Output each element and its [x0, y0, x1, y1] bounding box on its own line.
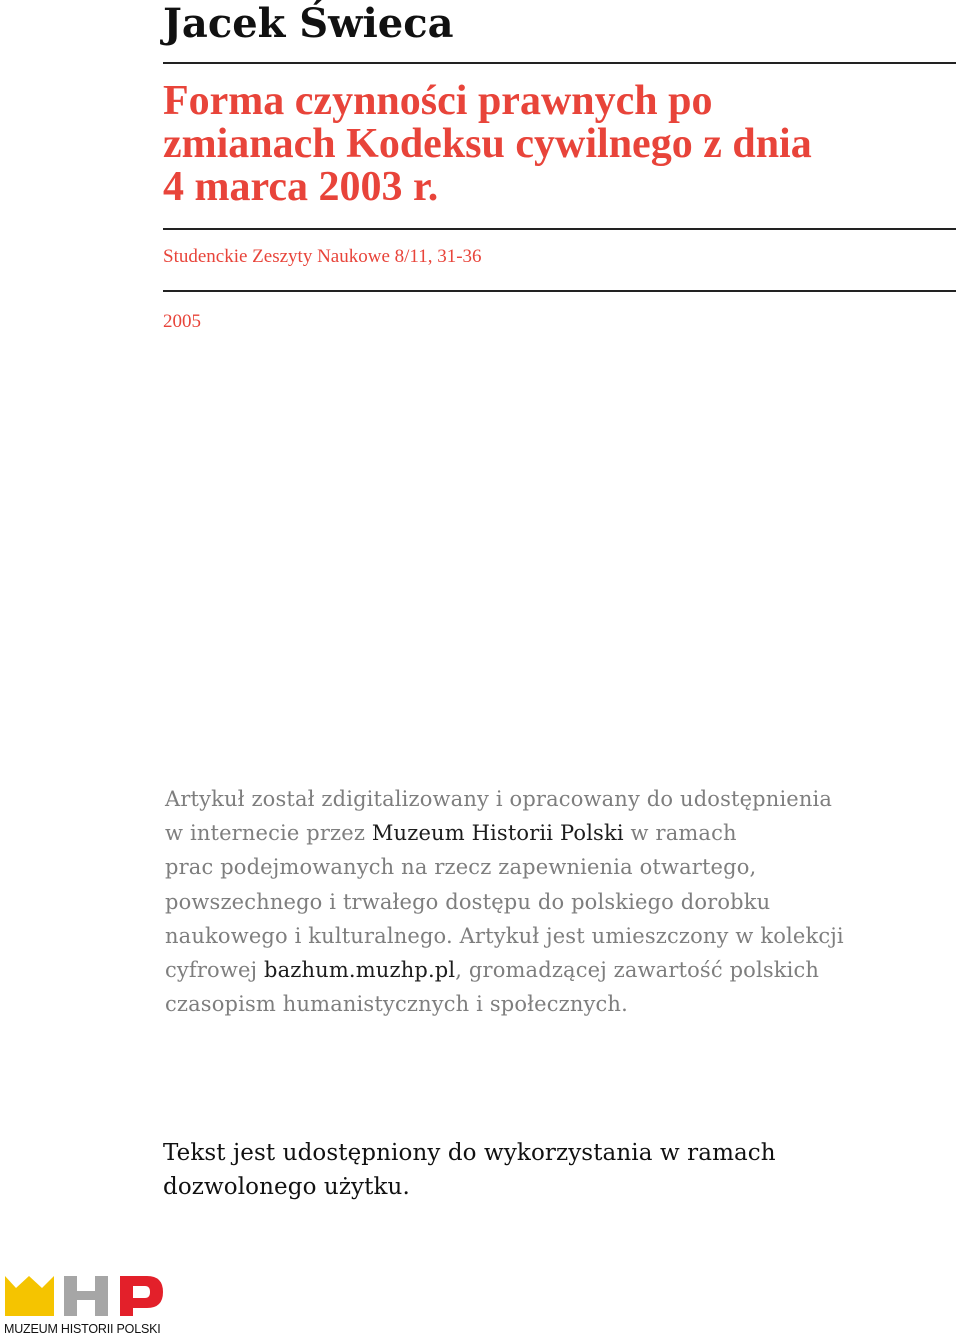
notice-line — [165, 953, 955, 987]
museum-name: Muzeum Historii Polski — [371, 821, 624, 846]
journal-source: Studenckie Zeszyty Naukowe 8/11, 31-36 — [163, 246, 482, 267]
notice-line: prac podejmowanych na rzecz zapewnienia otwartego, — [165, 855, 757, 880]
notice-line — [165, 816, 955, 850]
digitization-notice — [165, 782, 955, 1021]
museum-logo — [2, 1270, 172, 1336]
site-link[interactable]: bazhum.muzhp.pl — [264, 958, 456, 983]
title-line: zmianach Kodeksu cywilnego z dnia — [163, 121, 812, 167]
notice-line: naukowego i kulturalnego. Artykuł jest umieszczony w kolekcji — [165, 923, 844, 948]
article-title — [163, 80, 953, 209]
notice-text: w ramach — [623, 821, 737, 846]
museum-logo-mark — [2, 1270, 172, 1322]
publication-year: 2005 — [163, 311, 201, 332]
notice-line: Artykuł został zdigitalizowany i opracowany do udostępnienia — [165, 787, 833, 811]
notice-line: powszechnego i trwałego dostępu do polskiego dorobku — [165, 889, 771, 914]
license-line: dozwolonego użytku. — [163, 1174, 410, 1200]
logo-caption: MUZEUM HISTORII POLSKI — [4, 1322, 161, 1336]
author-name: Jacek Świeca — [163, 0, 454, 47]
title-line: Forma czynności prawnych po — [163, 78, 713, 124]
notice-text: cyfrowej — [165, 958, 265, 983]
divider-top — [163, 62, 956, 64]
notice-text: w internecie przez — [165, 821, 372, 846]
divider-middle — [163, 228, 956, 230]
license-statement — [163, 1136, 953, 1204]
notice-line: czasopism humanistycznych i społecznych. — [165, 992, 628, 1017]
license-line: Tekst jest udostępniony do wykorzystania w ramach — [163, 1140, 776, 1166]
title-line: 4 marca 2003 r. — [163, 164, 439, 210]
divider-bottom — [163, 290, 956, 292]
notice-text: , gromadzącej zawartość polskich — [455, 958, 820, 983]
